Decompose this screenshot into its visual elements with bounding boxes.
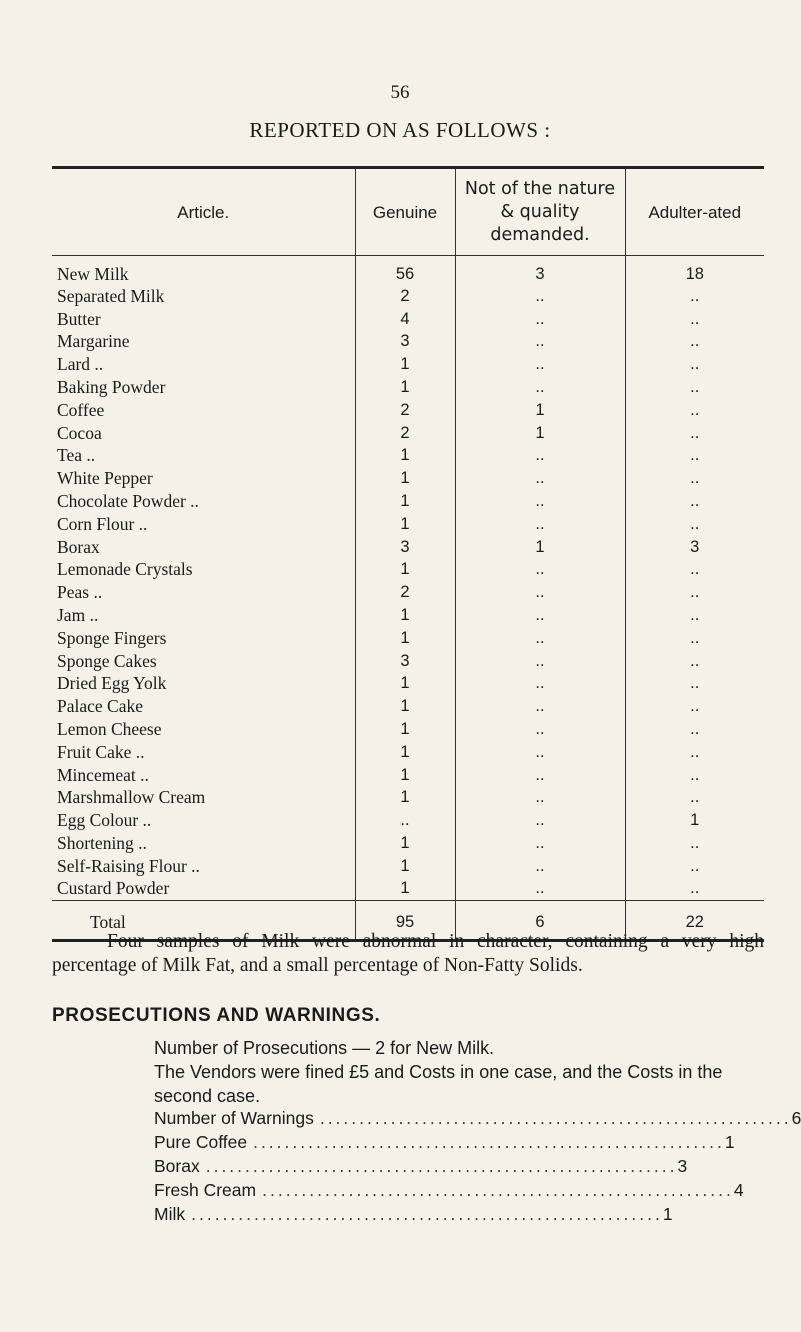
genuine-cell: 4: [355, 308, 455, 331]
dot-leader: ............................................................: [191, 1204, 663, 1224]
article-cell: Self-Raising Flour ..: [57, 855, 200, 876]
warning-item: [154, 1180, 744, 1204]
adulterated-cell: ..: [625, 308, 764, 331]
genuine-cell: 1: [355, 467, 455, 490]
genuine-cell: 1: [355, 627, 455, 650]
warning-label: Borax: [154, 1156, 200, 1176]
table-header-row: [52, 168, 764, 256]
genuine-cell: 1: [355, 490, 455, 513]
genuine-cell: 56: [355, 256, 455, 286]
article-cell: Separated Milk: [57, 285, 165, 306]
article-cell: Custard Powder: [57, 878, 170, 899]
genuine-cell: 2: [355, 399, 455, 422]
article-cell: Tea ..: [57, 445, 96, 466]
not-nature-cell: ..: [455, 581, 625, 604]
article-cell: Coffee: [57, 399, 105, 420]
not-nature-cell: 1: [455, 536, 625, 559]
article-cell: Corn Flour ..: [57, 513, 148, 534]
not-nature-cell: ..: [455, 490, 625, 513]
genuine-cell: 1: [355, 832, 455, 855]
genuine-cell: 2: [355, 285, 455, 308]
adulterated-cell: ..: [625, 718, 764, 741]
adulterated-cell: ..: [625, 376, 764, 399]
genuine-cell: 1: [355, 513, 455, 536]
not-nature-cell: ..: [455, 878, 625, 901]
article-cell: Jam ..: [57, 605, 99, 626]
table-row: [52, 331, 764, 354]
not-nature-cell: 3: [455, 256, 625, 286]
not-nature-cell: ..: [455, 718, 625, 741]
dot-leader: ............................................................: [319, 1108, 792, 1128]
header-genuine: Genuine: [355, 168, 455, 256]
article-cell: Sponge Cakes: [57, 650, 157, 671]
article-cell: Lemon Cheese: [57, 719, 162, 740]
warnings-list: [154, 1108, 801, 1228]
total-not-nature: 6: [455, 901, 625, 941]
table-row: [52, 445, 764, 468]
table-row: [52, 627, 764, 650]
genuine-cell: 1: [355, 764, 455, 787]
table-row: [52, 718, 764, 741]
not-nature-cell: ..: [455, 832, 625, 855]
article-cell: New Milk: [57, 264, 129, 284]
warning-label: Fresh Cream: [154, 1180, 257, 1200]
not-nature-cell: ..: [455, 787, 625, 810]
article-cell: Chocolate Powder ..: [57, 491, 199, 512]
table-row: [52, 467, 764, 490]
table-row: [52, 764, 764, 787]
warning-count: 4: [733, 1180, 744, 1200]
genuine-cell: 1: [355, 376, 455, 399]
not-nature-cell: ..: [455, 627, 625, 650]
genuine-cell: 3: [355, 536, 455, 559]
not-nature-cell: ..: [455, 809, 625, 832]
warning-count: 3: [677, 1156, 688, 1176]
adulterated-cell: 1: [625, 809, 764, 832]
warning-item: [154, 1204, 673, 1228]
article-cell: White Pepper: [57, 468, 153, 489]
table-row: [52, 787, 764, 810]
warning-count: 6: [791, 1108, 801, 1128]
article-cell: Baking Powder: [57, 377, 166, 398]
not-nature-cell: ..: [455, 308, 625, 331]
total-label: Total: [52, 901, 355, 941]
table-row: [52, 581, 764, 604]
adulterated-cell: ..: [625, 513, 764, 536]
not-nature-cell: ..: [455, 855, 625, 878]
adulterated-cell: ..: [625, 878, 764, 901]
table-row: [52, 536, 764, 559]
article-cell: Lemonade Crystals: [57, 559, 193, 580]
samples-table: [52, 166, 764, 942]
table-row: [52, 308, 764, 331]
adulterated-cell: ..: [625, 695, 764, 718]
article-cell: Marshmallow Cream: [57, 787, 206, 808]
adulterated-cell: ..: [625, 331, 764, 354]
article-cell: Fruit Cake ..: [57, 741, 145, 762]
not-nature-cell: ..: [455, 331, 625, 354]
article-cell: Egg Colour ..: [57, 810, 152, 831]
table-row: [52, 878, 764, 901]
adulterated-cell: ..: [625, 673, 764, 696]
not-nature-cell: ..: [455, 673, 625, 696]
dot-leader: ............................................................: [205, 1156, 678, 1176]
adulterated-cell: ..: [625, 764, 764, 787]
genuine-cell: 3: [355, 331, 455, 354]
not-nature-cell: ..: [455, 764, 625, 787]
article-cell: Peas ..: [57, 582, 103, 603]
genuine-cell: ..: [355, 809, 455, 832]
table-row: [52, 809, 764, 832]
total-genuine: 95: [355, 901, 455, 941]
prosecutions-fines-line: The Vendors were fined £5 and Costs in one case, and the Costs in the second case.: [154, 1062, 723, 1106]
table-row: [52, 285, 764, 308]
article-cell: Dried Egg Yolk: [57, 673, 167, 694]
not-nature-cell: ..: [455, 445, 625, 468]
dot-leader: ............................................................: [262, 1180, 734, 1200]
warning-item: [154, 1156, 688, 1180]
table-row: [52, 422, 764, 445]
not-nature-cell: ..: [455, 604, 625, 627]
article-cell: Butter: [57, 308, 101, 329]
genuine-cell: 1: [355, 878, 455, 901]
genuine-cell: 1: [355, 741, 455, 764]
article-cell: Shortening ..: [57, 833, 147, 854]
article-cell: Palace Cake: [57, 696, 143, 717]
adulterated-cell: ..: [625, 422, 764, 445]
article-cell: Mincemeat ..: [57, 764, 149, 785]
adulterated-cell: ..: [625, 467, 764, 490]
table-row: [52, 695, 764, 718]
adulterated-cell: ..: [625, 832, 764, 855]
header-adulterated: Adulter-ated: [625, 168, 764, 256]
adulterated-cell: ..: [625, 581, 764, 604]
warning-item: [154, 1108, 801, 1132]
not-nature-cell: 1: [455, 422, 625, 445]
article-cell: Lard ..: [57, 354, 104, 375]
not-nature-cell: ..: [455, 285, 625, 308]
not-nature-cell: ..: [455, 559, 625, 582]
not-nature-cell: ..: [455, 695, 625, 718]
adulterated-cell: ..: [625, 490, 764, 513]
table-row: [52, 399, 764, 422]
table-body: [52, 256, 764, 901]
adulterated-cell: ..: [625, 650, 764, 673]
table-row: [52, 650, 764, 673]
adulterated-cell: ..: [625, 741, 764, 764]
genuine-cell: 1: [355, 604, 455, 627]
table-row: [52, 673, 764, 696]
adulterated-cell: ..: [625, 604, 764, 627]
article-cell: Sponge Fingers: [57, 627, 167, 648]
warning-label: Number of Warnings: [154, 1108, 314, 1128]
adulterated-cell: ..: [625, 353, 764, 376]
adulterated-cell: ..: [625, 445, 764, 468]
adulterated-cell: ..: [625, 855, 764, 878]
not-nature-cell: ..: [455, 376, 625, 399]
header-not-nature: Not of the nature & quality demanded.: [455, 168, 625, 256]
table-row: [52, 256, 764, 286]
not-nature-cell: ..: [455, 513, 625, 536]
warning-label: Pure Coffee: [154, 1132, 248, 1152]
table-row: [52, 855, 764, 878]
prosecutions-count-line: Number of Prosecutions — 2 for New Milk.: [154, 1038, 495, 1058]
genuine-cell: 1: [355, 695, 455, 718]
genuine-cell: 1: [355, 718, 455, 741]
genuine-cell: 1: [355, 559, 455, 582]
total-adulterated: 22: [625, 901, 764, 941]
article-cell: Margarine: [57, 331, 130, 352]
table-row: [52, 741, 764, 764]
header-article: Article.: [52, 168, 355, 256]
page-heading: REPORTED ON AS FOLLOWS :: [249, 118, 551, 142]
adulterated-cell: ..: [625, 627, 764, 650]
table-row: [52, 559, 764, 582]
dot-leader: ............................................................: [253, 1132, 725, 1152]
genuine-cell: 2: [355, 422, 455, 445]
article-cell: Borax: [57, 536, 100, 557]
not-nature-cell: ..: [455, 741, 625, 764]
warning-item: [154, 1132, 735, 1156]
table-row: [52, 513, 764, 536]
genuine-cell: 2: [355, 581, 455, 604]
table-row: [52, 490, 764, 513]
warning-count: 1: [724, 1132, 735, 1152]
genuine-cell: 3: [355, 650, 455, 673]
table-row: [52, 604, 764, 627]
prosecutions-heading: PROSECUTIONS AND WARNINGS.: [52, 1005, 381, 1026]
genuine-cell: 1: [355, 787, 455, 810]
not-nature-cell: ..: [455, 650, 625, 673]
not-nature-cell: 1: [455, 399, 625, 422]
adulterated-cell: ..: [625, 399, 764, 422]
genuine-cell: 1: [355, 673, 455, 696]
warning-label: Milk: [154, 1204, 186, 1224]
not-nature-cell: ..: [455, 353, 625, 376]
adulterated-cell: ..: [625, 559, 764, 582]
adulterated-cell: ..: [625, 285, 764, 308]
adulterated-cell: 3: [625, 536, 764, 559]
genuine-cell: 1: [355, 855, 455, 878]
article-cell: Cocoa: [57, 422, 102, 443]
warning-count: 1: [662, 1204, 673, 1224]
genuine-cell: 1: [355, 445, 455, 468]
table-row: [52, 353, 764, 376]
not-nature-cell: ..: [455, 467, 625, 490]
table-row: [52, 832, 764, 855]
page-number: 56: [390, 82, 410, 103]
milk-paragraph: Four samples of Milk were abnormal in character, containing a very high percentage of Milk Fat, and a small percentage of Non-Fatty Solids.: [52, 931, 764, 976]
prosecutions-paragraph: [52, 1036, 764, 1108]
table-row: [52, 376, 764, 399]
genuine-cell: 1: [355, 353, 455, 376]
adulterated-cell: ..: [625, 787, 764, 810]
adulterated-cell: 18: [625, 256, 764, 286]
